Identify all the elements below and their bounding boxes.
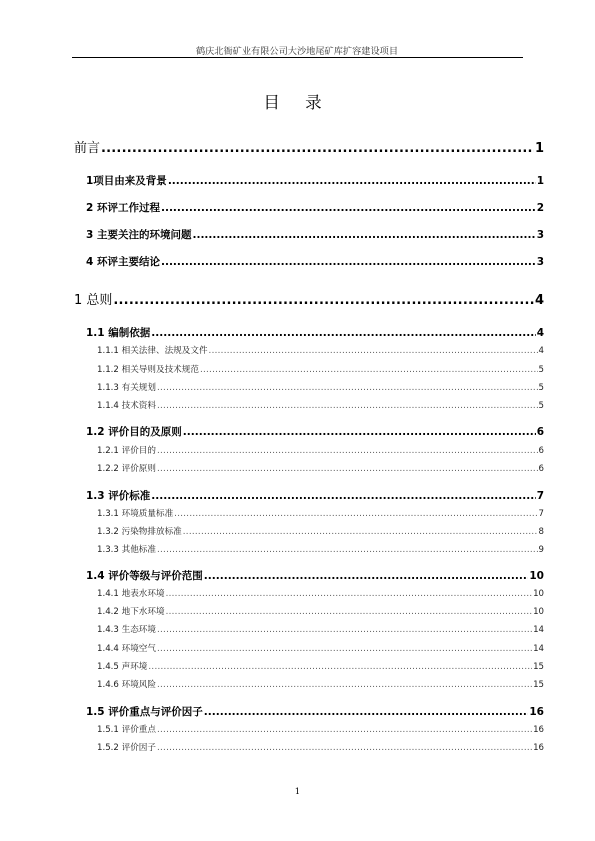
leader-dots	[183, 426, 536, 438]
leader-dots	[113, 293, 534, 308]
toc-entry[interactable]	[86, 568, 544, 583]
leader-dots	[204, 706, 529, 718]
toc-entry-label: 1.3.2 污染物排放标准	[97, 527, 182, 537]
toc-entry-page: 5	[538, 383, 544, 393]
toc-title: 目 录	[263, 93, 332, 112]
toc-entry[interactable]	[97, 678, 544, 690]
toc-entry-page: 10	[529, 570, 544, 582]
toc-entry[interactable]	[86, 424, 544, 439]
toc-entry-page: 1	[534, 141, 544, 156]
toc-entry-label: 1.4.5 声环境	[97, 662, 148, 672]
toc-entry-label: 1.4.6 环境风险	[97, 680, 156, 690]
toc-entry-label: 1.5.2 评价因子	[97, 743, 156, 753]
leader-dots	[157, 644, 532, 654]
toc-entry-label: 1.3.1 环境质量标准	[97, 509, 174, 519]
leader-dots	[157, 680, 532, 690]
toc-entry-preface[interactable]	[74, 137, 544, 156]
toc-entry[interactable]	[86, 325, 544, 340]
toc-entry-label: 1 总则	[74, 293, 113, 308]
leader-dots	[157, 725, 532, 735]
toc-entry-page: 6	[536, 426, 544, 438]
toc-entry[interactable]	[97, 444, 544, 456]
toc-entry-page: 16	[529, 706, 544, 718]
toc-entry[interactable]	[97, 344, 544, 356]
toc-entry-label: 1.1.3 有关规划	[97, 383, 156, 393]
toc-entry-page: 7	[538, 509, 544, 519]
toc-entry-page: 14	[533, 625, 544, 635]
toc-entry[interactable]	[97, 642, 544, 654]
leader-dots	[183, 527, 538, 537]
leader-dots	[166, 589, 532, 599]
toc-entry-label: 1.3.3 其他标准	[97, 545, 156, 555]
leader-dots	[200, 365, 538, 375]
leader-dots	[192, 229, 535, 241]
toc-entry-page: 7	[536, 490, 544, 502]
leader-dots	[101, 141, 534, 156]
toc-entry-label: 1.4.3 生态环境	[97, 625, 156, 635]
leader-dots	[157, 625, 532, 635]
toc-entry[interactable]	[97, 660, 544, 672]
toc-entry-label: 1.2.1 评价目的	[97, 446, 156, 456]
toc-entry[interactable]	[86, 488, 544, 503]
toc-entry-label: 前言	[74, 141, 101, 156]
toc-entry-page: 5	[538, 365, 544, 375]
toc-entry[interactable]	[86, 704, 544, 719]
toc-entry-label: 1.1.4 技术资料	[97, 401, 156, 411]
toc-entry[interactable]	[97, 363, 544, 375]
toc-entry[interactable]	[86, 227, 544, 242]
toc-entry-page: 2	[536, 202, 544, 214]
leader-dots	[157, 401, 538, 411]
toc-entry-label: 1.4.2 地下水环境	[97, 607, 165, 617]
leader-dots	[151, 327, 535, 339]
toc-entry-page: 1	[536, 175, 544, 187]
leader-dots	[157, 464, 538, 474]
toc-entry-page: 10	[533, 589, 544, 599]
leader-dots	[157, 383, 538, 393]
toc-entry-label: 1.2 评价目的及原则	[86, 426, 182, 438]
toc-entry[interactable]	[97, 741, 544, 753]
toc-entry[interactable]	[97, 399, 544, 411]
toc-entry-page: 14	[533, 644, 544, 654]
toc-entry-label: 1项目由来及背景	[86, 175, 167, 187]
leader-dots	[204, 570, 529, 582]
toc-entry-page: 3	[536, 229, 544, 241]
toc-entry-label: 1.1.1 相关法律、法规及文件	[97, 346, 208, 356]
toc-entry-label: 1.1.2 相关导则及技术规范	[97, 365, 199, 375]
toc-entry-page: 16	[533, 725, 544, 735]
toc-entry[interactable]	[97, 723, 544, 735]
toc-entry-page: 15	[533, 662, 544, 672]
leader-dots	[151, 490, 535, 502]
toc-entry-page: 4	[534, 293, 544, 308]
toc-entry[interactable]	[86, 254, 544, 269]
toc-entry-label: 1.4 评价等级与评价范围	[86, 570, 203, 582]
toc-entry-page: 15	[533, 680, 544, 690]
toc-entry[interactable]	[97, 543, 544, 555]
toc-entry-label: 4 环评主要结论	[86, 256, 160, 268]
toc-entry-chapter[interactable]	[74, 289, 544, 308]
leader-dots	[148, 662, 532, 672]
toc-entry-page: 8	[538, 527, 544, 537]
toc-entry-page: 4	[536, 327, 544, 339]
toc-entry-page: 16	[533, 743, 544, 753]
toc-entry[interactable]	[97, 462, 544, 474]
running-header: 鹤庆北衙矿业有限公司大沙地尾矿库扩容建设项目	[195, 46, 399, 57]
toc-entry-page: 6	[538, 446, 544, 456]
leader-dots	[168, 175, 536, 187]
toc-entry-page: 3	[536, 256, 544, 268]
leader-dots	[157, 743, 532, 753]
toc-entry-page: 6	[538, 464, 544, 474]
leader-dots	[157, 545, 538, 555]
page-number: 1	[294, 787, 301, 797]
toc-entry[interactable]	[97, 381, 544, 393]
toc-entry-label: 1.4.4 环境空气	[97, 644, 156, 654]
toc-entry-label: 2 环评工作过程	[86, 202, 160, 214]
leader-dots	[157, 446, 538, 456]
toc-entry-page: 4	[538, 346, 544, 356]
toc-entry[interactable]	[86, 173, 544, 188]
toc-entry-label: 1.2.2 评价原则	[97, 464, 156, 474]
leader-dots	[209, 346, 538, 356]
toc-entry-label: 1.5.1 评价重点	[97, 725, 156, 735]
leader-dots	[174, 509, 537, 519]
leader-dots	[161, 256, 536, 268]
toc-entry-label: 1.1 编制依据	[86, 327, 151, 339]
toc-entry[interactable]	[97, 623, 544, 635]
toc-entry-page: 9	[538, 545, 544, 555]
toc-entry[interactable]	[97, 507, 544, 519]
toc-entry-page: 5	[538, 401, 544, 411]
toc-entry-label: 3 主要关注的环境问题	[86, 229, 192, 241]
leader-dots	[161, 202, 536, 214]
toc-entry-page: 10	[533, 607, 544, 617]
toc-entry-label: 1.3 评价标准	[86, 490, 151, 502]
toc-entry-label: 1.5 评价重点与评价因子	[86, 706, 203, 718]
toc-entry[interactable]	[97, 587, 544, 599]
toc-entry[interactable]	[97, 605, 544, 617]
leader-dots	[166, 607, 532, 617]
toc-entry[interactable]	[86, 200, 544, 215]
toc-entry[interactable]	[97, 525, 544, 537]
toc-entry-label: 1.4.1 地表水环境	[97, 589, 165, 599]
